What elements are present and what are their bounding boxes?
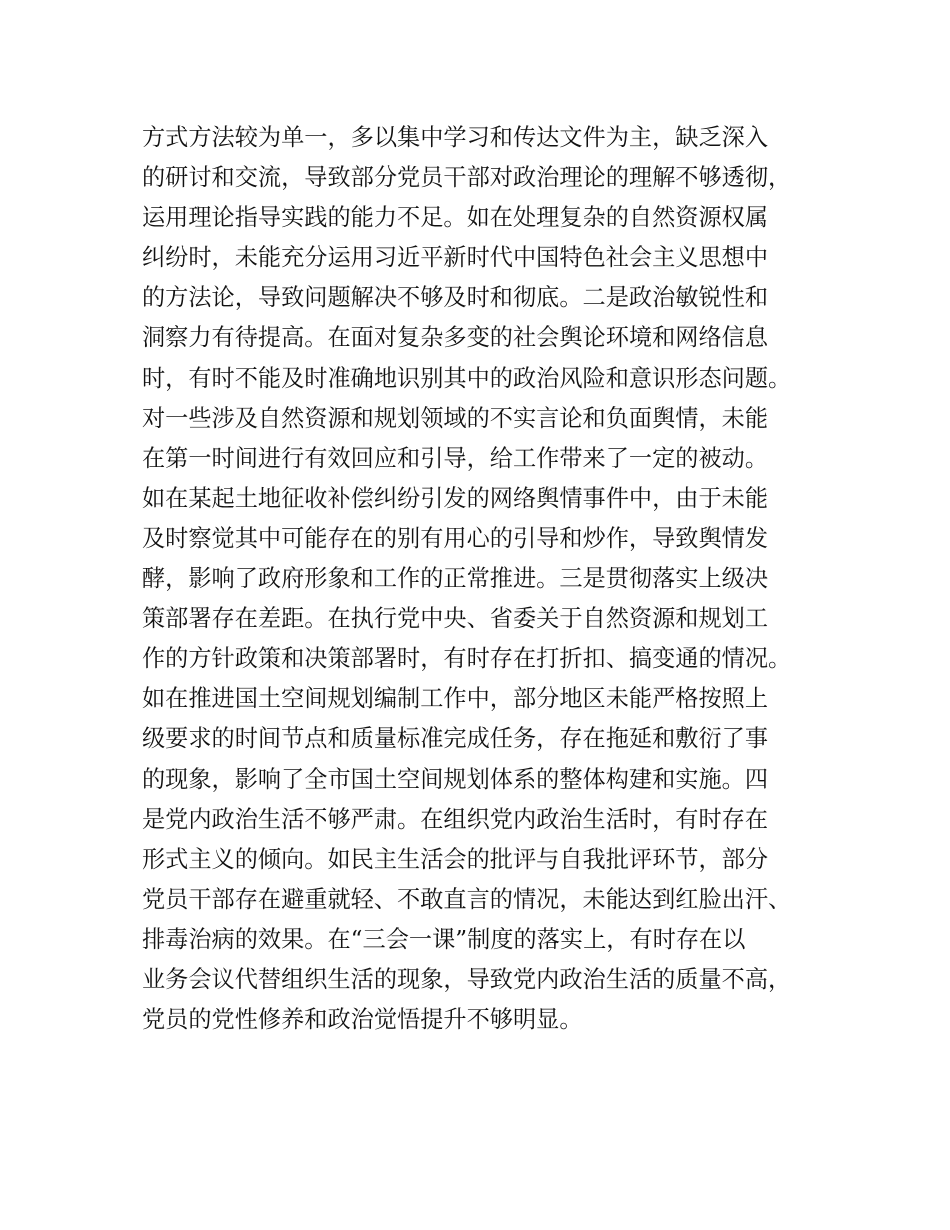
text-line: 作的方针政策和决策部署时，有时存在打折扣、搞变通的情况。 [142, 645, 792, 673]
text-line: 业务会议代替组织生活的现象，导致党内政治生活的质量不高， [142, 965, 792, 993]
text-line: 如在某起土地征收补偿纠纷引发的网络舆情事件中，由于未能 [142, 484, 769, 512]
text-line: 党员的党性修养和政治觉悟提升不够明显。 [142, 1006, 583, 1034]
text-line: 在第一时间进行有效回应和引导，给工作带来了一定的被动。 [142, 444, 769, 472]
text-line: 纠纷时，未能充分运用习近平新时代中国特色社会主义思想中 [142, 244, 769, 272]
text-line: 方式方法较为单一，多以集中学习和传达文件为主，缺乏深入 [142, 124, 769, 151]
text-line: 酵，影响了政府形象和工作的正常推进。三是贯彻落实上级决 [142, 565, 769, 593]
text-line: 时，有时不能及时准确地识别其中的政治风险和意识形态问题。 [142, 364, 792, 392]
text-line: 洞察力有待提高。在面对复杂多变的社会舆论环境和网络信息 [142, 324, 769, 352]
text-line: 运用理论指导实践的能力不足。如在处理复杂的自然资源权属 [142, 204, 769, 232]
text-line: 的研讨和交流，导致部分党员干部对政治理论的理解不够透彻， [142, 164, 792, 192]
text-line: 如在推进国土空间规划编制工作中，部分地区未能严格按照上 [142, 685, 769, 713]
text-line: 对一些涉及自然资源和规划领域的不实言论和负面舆情，未能 [142, 404, 769, 432]
text-line: 党员干部存在避重就轻、不敢直言的情况，未能达到红脸出汗、 [142, 885, 792, 913]
body-paragraph [142, 118, 832, 1040]
text-line: 及时察觉其中可能存在的别有用心的引导和炒作，导致舆情发 [142, 524, 769, 552]
text-line: 形式主义的倾向。如民主生活会的批评与自我批评环节，部分 [142, 845, 769, 873]
text-line: 的现象，影响了全市国土空间规划体系的整体构建和实施。四 [142, 765, 769, 793]
text-line: 策部署存在差距。在执行党中央、省委关于自然资源和规划工 [142, 605, 769, 633]
text-line: 是党内政治生活不够严肃。在组织党内政治生活时，有时存在 [142, 805, 769, 833]
text-line: 级要求的时间节点和质量标准完成任务，存在拖延和敷衍了事 [142, 725, 769, 753]
text-line: 的方法论，导致问题解决不够及时和彻底。二是政治敏锐性和 [142, 284, 769, 312]
text-line: 排毒治病的效果。在“三会一课”制度的落实上，有时存在以 [142, 925, 746, 953]
